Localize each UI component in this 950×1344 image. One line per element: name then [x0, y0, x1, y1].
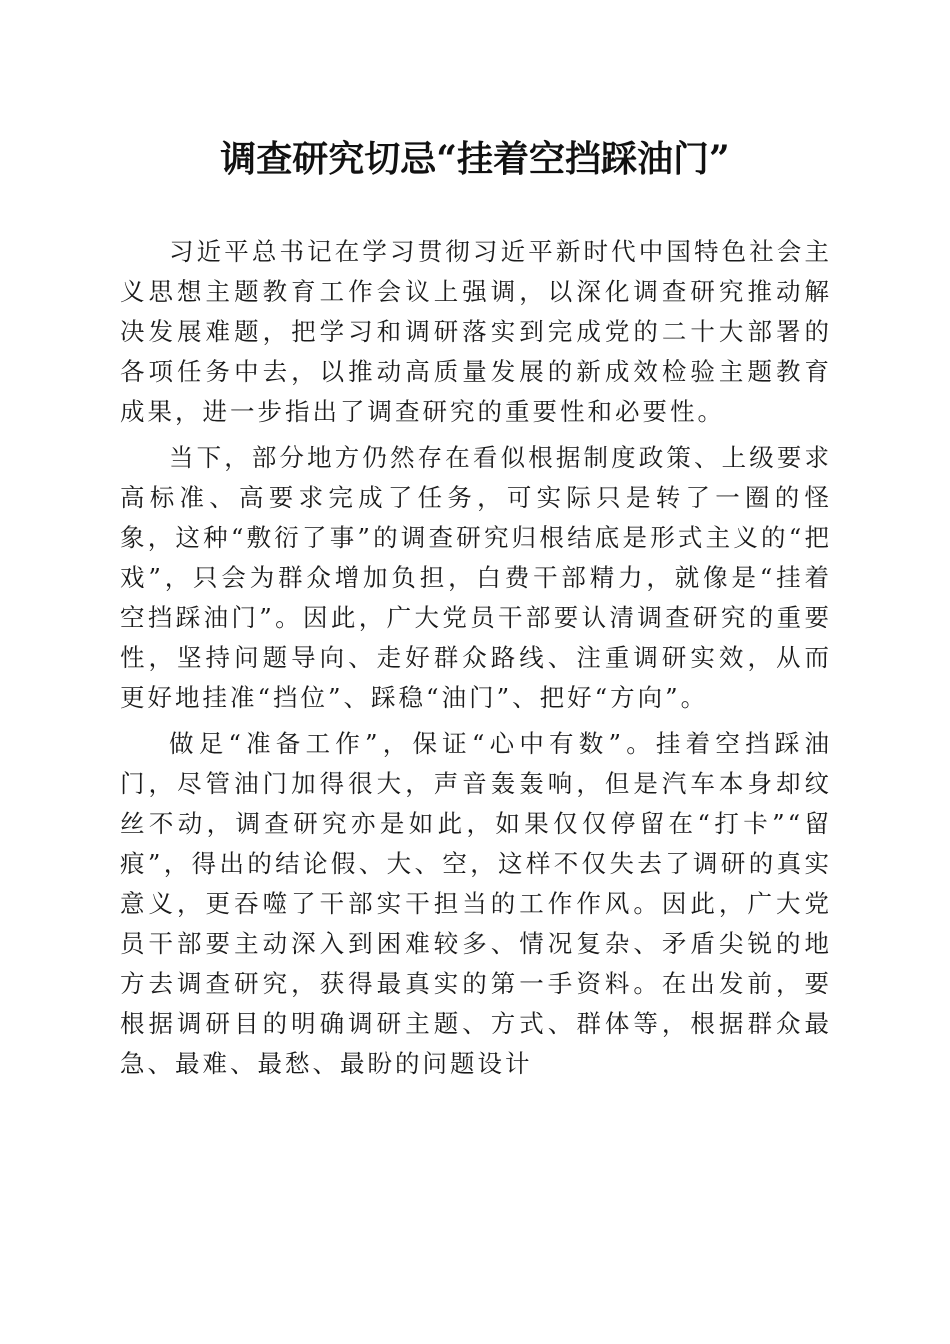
paragraph-3: 做足“准备工作”，保证“心中有数”。挂着空挡踩油门，尽管油门加得很大，声音轰轰响，但是汽车本身却纹丝不动，调查研究亦是如此，如果仅仅停留在“打卡”“留痕”，得出的结论假、大、空，这样不仅失去了调研的真实意义，更吞噬了干部实干担当的工作作风。因此，广大党员干部要主动深入到困难较多、情况复杂、矛盾尖锐的地方去调查研究，获得最真实的第一手资料。在出发前，要根据调研目的明确调研主题、方式、群体等，根据群众最急、最难、最愁、最盼的问题设计: [120, 729, 832, 1078]
paragraph-1: 习近平总书记在学习贯彻习近平新时代中国特色社会主义思想主题教育工作会议上强调，以深化调查研究推动解决发展难题，把学习和调研落实到完成党的二十大部署的各项任务中去，以推动高质量发展的新成效检验主题教育成果，进一步指出了调查研究的重要性和必要性。: [120, 237, 832, 426]
document-title: 调查研究切忌“挂着空挡踩油门”: [220, 138, 730, 180]
document-body: [120, 232, 832, 1090]
paragraph-2: 当下，部分地方仍然存在看似根据制度政策、上级要求高标准、高要求完成了任务，可实际只是转了一圈的怪象，这种“敷衍了事”的调查研究归根结底是形式主义的“把戏”，只会为群众增加负担，白费干部精力，就像是“挂着空挡踩油门”。因此，广大党员干部要认清调查研究的重要性，坚持问题导向、走好群众路线、注重调研实效，从而更好地挂准“挡位”、踩稳“油门”、把好“方向”。: [120, 443, 832, 712]
